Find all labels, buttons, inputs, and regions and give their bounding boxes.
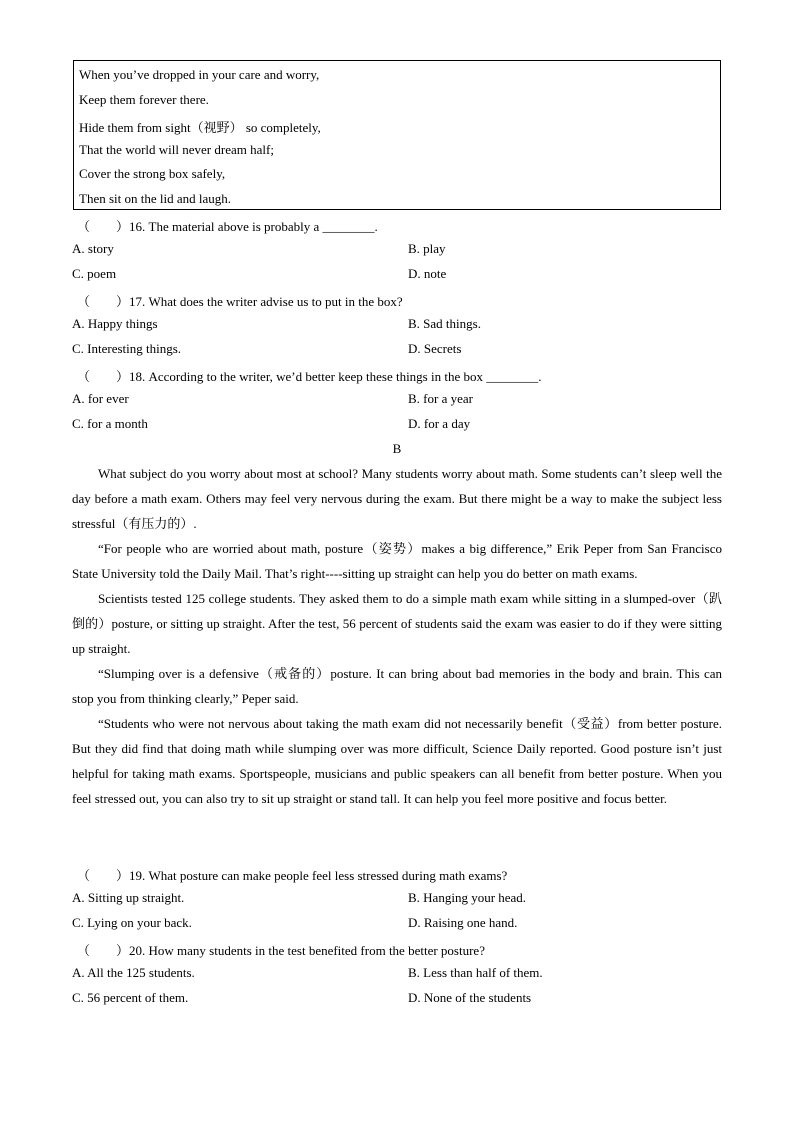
option-c[interactable]: C. for a month bbox=[72, 416, 148, 431]
question-stem: （ ）19. What posture can make people feel less stressed during math exams? bbox=[77, 868, 508, 883]
option-a[interactable]: A. All the 125 students. bbox=[72, 965, 195, 980]
option-b[interactable]: B. Hanging your head. bbox=[408, 890, 527, 905]
poem-line: Then sit on the lid and laugh. bbox=[79, 191, 232, 206]
question-stem: （ ）20. How many students in the test benefited from the better posture? bbox=[77, 943, 485, 958]
question-stem: （ ）16. The material above is probably a ________. bbox=[77, 219, 378, 234]
question-stem: （ ）18. According to the writer, we’d better keep these things in the box ________. bbox=[77, 369, 542, 384]
option-d[interactable]: D. Raising one hand. bbox=[408, 915, 518, 930]
option-d[interactable]: D. for a day bbox=[408, 416, 471, 431]
poem-line: Keep them forever there. bbox=[79, 92, 209, 107]
option-c[interactable]: C. poem bbox=[72, 266, 117, 281]
option-b[interactable]: B. play bbox=[408, 241, 446, 256]
question-stem: （ ）17. What does the writer advise us to put in the box? bbox=[77, 294, 403, 309]
poem-line: Hide them from sight（视野） so completely, bbox=[79, 120, 321, 135]
poem-line: That the world will never dream half; bbox=[79, 142, 274, 157]
option-a[interactable]: A. Happy things bbox=[72, 316, 158, 331]
passage-paragraph: “Slumping over is a defensive（戒备的）posture. It can bring about bad memories in the body and brain. This can stop you from thinking clearly,” Peper said. bbox=[72, 666, 722, 706]
poem-line: Cover the strong box safely, bbox=[79, 166, 226, 181]
option-a[interactable]: A. story bbox=[72, 241, 114, 256]
option-b[interactable]: B. Less than half of them. bbox=[408, 965, 543, 980]
passage-paragraph: Scientists tested 125 college students. They asked them to do a simple math exam while sitting in a slumped-over（趴倒的）posture, or sitting up straight. After the test, 56 percent of students said the exam was easier to do if they were sitting up straight. bbox=[72, 591, 722, 656]
passage-paragraph: “For people who are worried about math, posture（姿势）makes a big difference,” Erik Peper from San Francisco State University told the Daily Mail. That’s right----sitting up straight can help you do better on math exams. bbox=[72, 541, 722, 581]
poem-line: When you’ve dropped in your care and worry, bbox=[79, 67, 320, 82]
option-d[interactable]: D. note bbox=[408, 266, 447, 281]
option-d[interactable]: D. Secrets bbox=[408, 341, 462, 356]
option-c[interactable]: C. 56 percent of them. bbox=[72, 990, 189, 1005]
passage-paragraph: What subject do you worry about most at school? Many students worry about math. Some students can’t sleep well the day before a math exam. Others may feel very nervous during the exam. But there might be a way to make the subject less stressful（有压力的）. bbox=[72, 466, 722, 531]
section-heading: B bbox=[392, 441, 402, 456]
option-b[interactable]: B. for a year bbox=[408, 391, 473, 406]
passage bbox=[72, 461, 722, 811]
option-a[interactable]: A. Sitting up straight. bbox=[72, 890, 185, 905]
option-a[interactable]: A. for ever bbox=[72, 391, 129, 406]
passage-paragraph: “Students who were not nervous about taking the math exam did not necessarily benefit（受益）from better posture. But they did find that doing math while slumping over was more difficult, Science Daily reported. Good posture isn’t just helpful for taking math exams. Sportspeople, musicians and public speakers can all benefit from better posture. When you feel stressed out, you can also try to sit up straight or stand tall. It can help you feel more positive and focus better. bbox=[72, 716, 722, 806]
option-b[interactable]: B. Sad things. bbox=[408, 316, 481, 331]
option-c[interactable]: C. Lying on your back. bbox=[72, 915, 192, 930]
option-d[interactable]: D. None of the students bbox=[408, 990, 532, 1005]
option-c[interactable]: C. Interesting things. bbox=[72, 341, 182, 356]
poem-box bbox=[73, 60, 721, 210]
